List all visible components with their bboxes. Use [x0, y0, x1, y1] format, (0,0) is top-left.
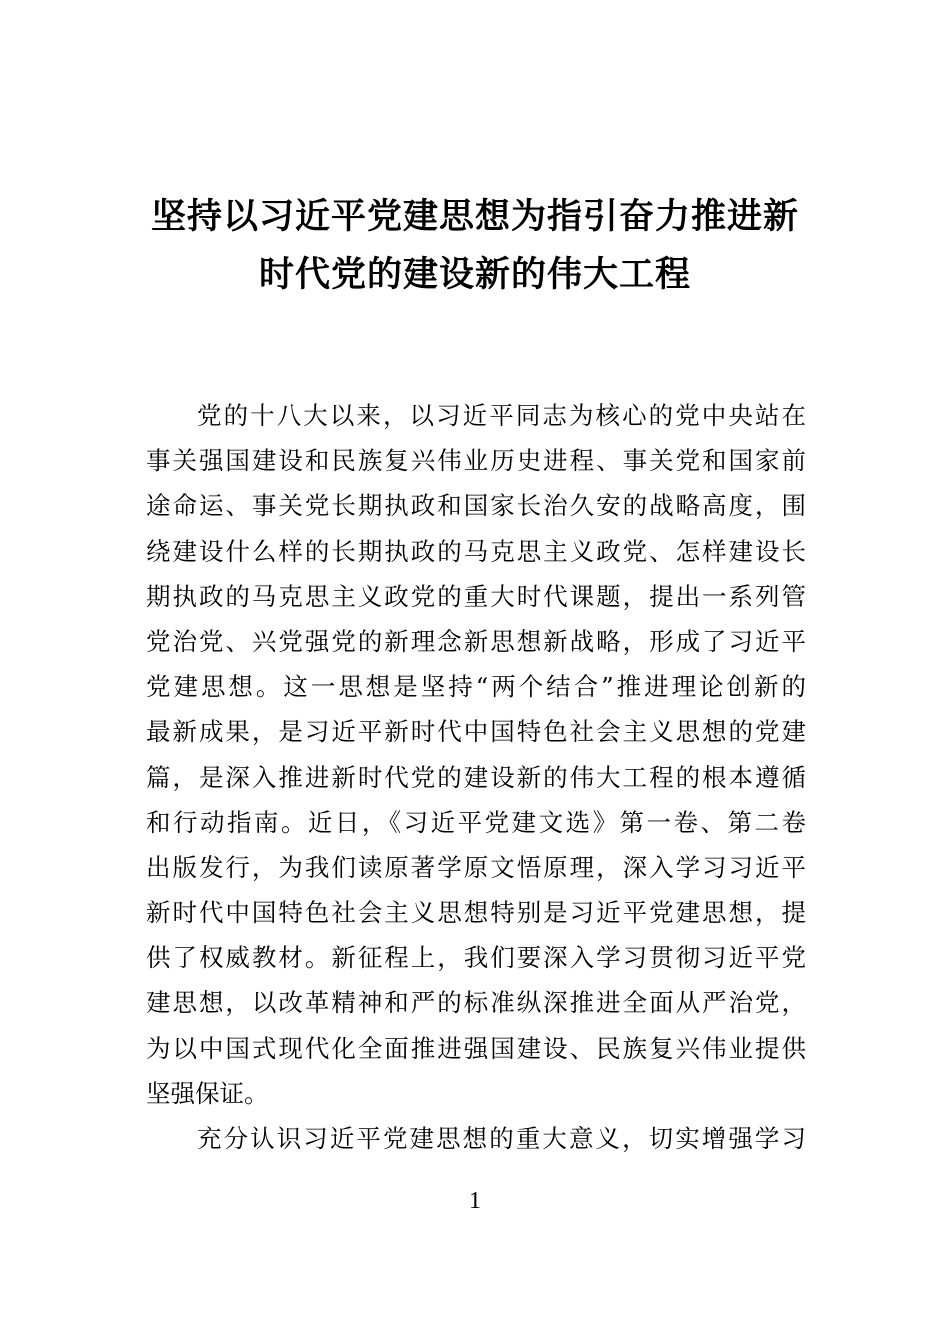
- paragraph-2: [146, 1116, 806, 1161]
- text-line: 党的十八大以来，以习近平同志为核心的党中央站在: [197, 401, 806, 430]
- text-line: 出版发行，为我们读原著学原文悟原理，深入学习习近平: [146, 852, 806, 882]
- text-line: 途命运、事关党长期执政和国家长治久安的战略高度，围: [146, 491, 806, 521]
- title-line: 时代党的建设新的伟大工程: [258, 254, 691, 295]
- text-line: 党治党、兴党强党的新理念新思想新战略，形成了习近平: [146, 626, 806, 656]
- text-line: 事关强国建设和民族复兴伟业历史进程、事关党和国家前: [146, 446, 806, 476]
- paragraph-1: [146, 393, 806, 1116]
- text-line: 建思想，以改革精神和严的标准纵深推进全面从严治党，: [146, 988, 806, 1018]
- text-line: 篇，是深入推进新时代党的建设新的伟大工程的根本遵循: [146, 762, 806, 792]
- title-line: 坚持以习近平党建思想为指引奋力推进新: [150, 196, 799, 237]
- text-line: 党建思想。这一思想是坚持“两个结合”推进理论创新的: [146, 672, 806, 702]
- text-line: 绕建设什么样的长期执政的马克思主义政党、怎样建设长: [146, 536, 806, 566]
- text-line: 充分认识习近平党建思想的重大意义，切实增强学习: [197, 1124, 806, 1153]
- page-number: 1: [469, 1188, 481, 1214]
- text-line: 最新成果，是习近平新时代中国特色社会主义思想的党建: [146, 717, 806, 747]
- text-line: 期执政的马克思主义政党的重大时代课题，提出一系列管: [146, 581, 806, 611]
- text-line: 坚强保证。: [146, 1078, 269, 1108]
- text-line: 为以中国式现代化全面推进强国建设、民族复兴伟业提供: [146, 1033, 806, 1063]
- document-title: [100, 188, 850, 304]
- text-line: 和行动指南。近日，《习近平党建文选》第一卷、第二卷: [146, 807, 806, 837]
- document-body: [146, 393, 806, 1161]
- text-line: 供了权威教材。新征程上，我们要深入学习贯彻习近平党: [146, 943, 806, 973]
- text-line: 新时代中国特色社会主义思想特别是习近平党建思想，提: [146, 898, 806, 928]
